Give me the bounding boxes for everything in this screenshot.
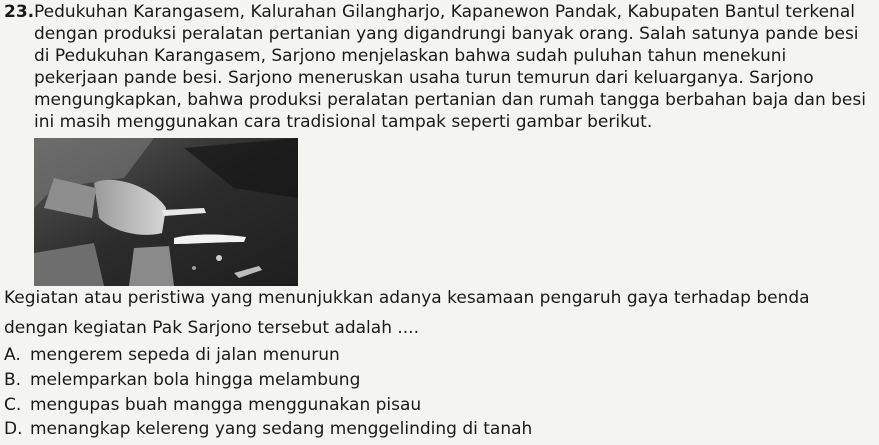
option-text: menangkap kelereng yang sedang menggelinding di tanah <box>30 419 533 439</box>
option-text: melemparkan bola hingga melambung <box>30 370 361 390</box>
prompt-line: Kegiatan atau peristiwa yang menunjukkan adanya kesamaan pengaruh gaya terhadap benda <box>4 288 810 308</box>
option-letter: D. <box>4 419 23 439</box>
prompt-line: dengan kegiatan Pak Sarjono tersebut adalah .... <box>4 318 419 338</box>
stem-line: Pedukuhan Karangasem, Kalurahan Gilangharjo, Kapanewon Pandak, Kabupaten Bantul terkenal <box>34 2 855 22</box>
question-number: 23. <box>4 2 35 22</box>
option-letter: A. <box>4 345 21 365</box>
option-d[interactable] <box>4 419 532 439</box>
option-letter: B. <box>4 370 22 390</box>
stem-line: dengan produksi peralatan pertanian yang digandrungi banyak orang. Salah satunya pande besi <box>34 24 859 44</box>
option-c[interactable] <box>4 395 421 415</box>
stem-line: pekerjaan pande besi. Sarjono meneruskan usaha turun temurun dari keluarganya. Sarjono <box>34 68 814 88</box>
blacksmith-photo <box>34 138 298 286</box>
option-b[interactable] <box>4 370 360 390</box>
option-a[interactable] <box>4 345 340 365</box>
option-letter: C. <box>4 395 22 415</box>
stem-line: di Pedukuhan Karangasem, Sarjono menjelaskan bahwa sudah puluhan tahun menekuni <box>34 46 787 66</box>
blacksmith-illustration <box>34 138 298 286</box>
stem-line: ini masih menggunakan cara tradisional tampak seperti gambar berikut. <box>34 112 653 132</box>
option-text: mengerem sepeda di jalan menurun <box>30 345 340 365</box>
option-text: mengupas buah mangga menggunakan pisau <box>30 395 422 415</box>
stem-line: mengungkapkan, bahwa produksi peralatan pertanian dan rumah tangga berbahan baja dan besi <box>34 90 866 110</box>
